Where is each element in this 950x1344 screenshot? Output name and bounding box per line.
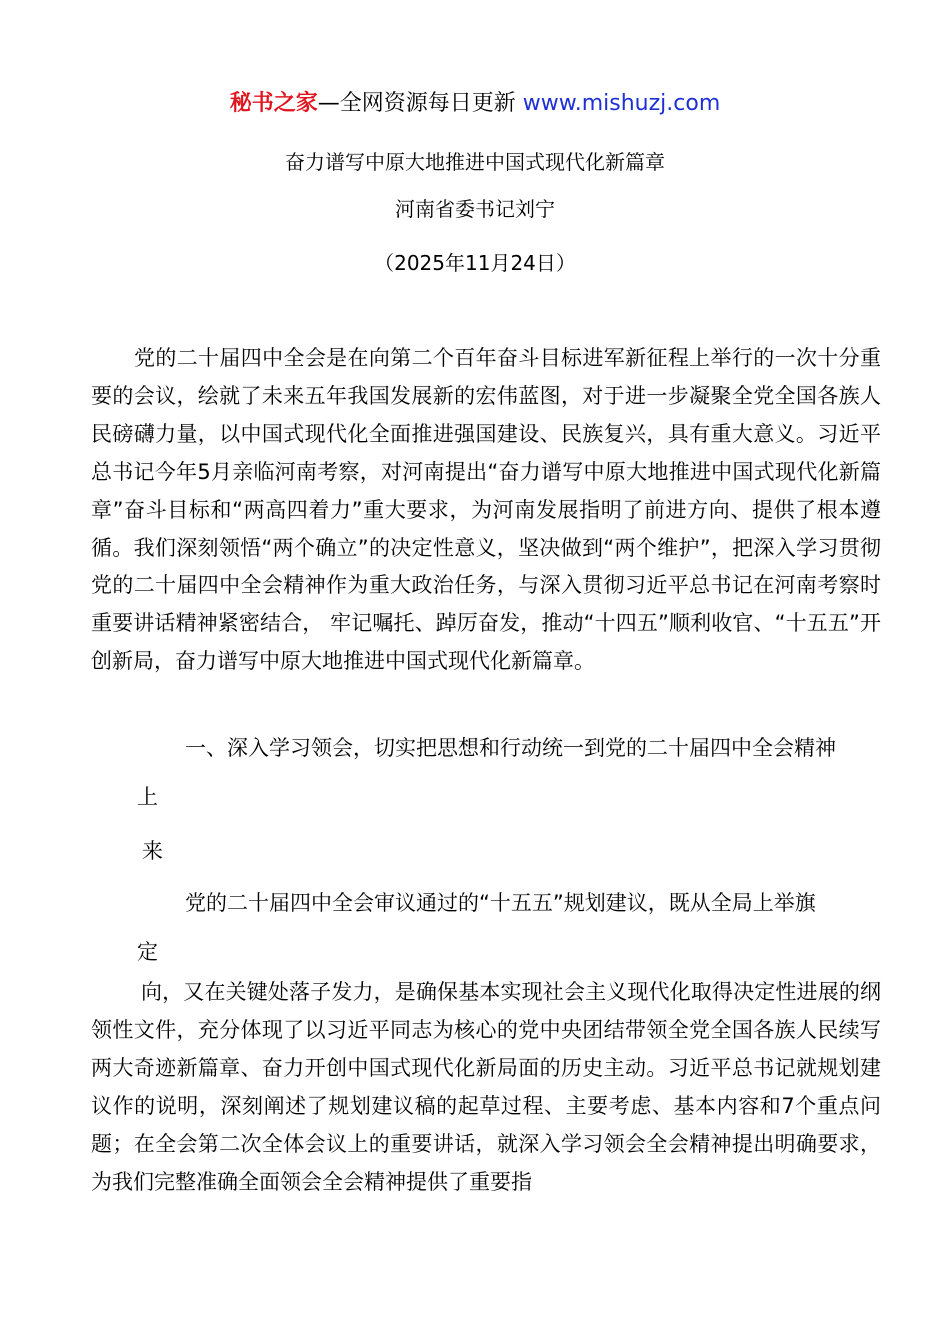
document-date: （2025年11月24日） — [374, 251, 576, 275]
body-paragraph-3-rest: 展的纲领性文件，充分体现了以习近平同志为核心的党中央团结带领全党全国各族人民续写两大奇迹新篇章、奋力开创中国式现代化新局面的历史主动。习近平总书记就规划建议作的说明，深刻阐述了规划建议稿的起草过程、主要考虑、基本内容和7个重点问题；在全会第二次全体会议上的重要讲话，就深入学习领会全会精神提出明确要求，为我们完整准确全面领会全会精神提供了重要指 — [91, 980, 881, 1194]
body-paragraph-2-start: 党的二十届四中全会审议通过的“十五五”规划建议，既从全局上举旗 — [185, 891, 816, 915]
body-paragraph-1: 党的二十届四中全会是在向第二个百年奋斗目标进军新征程上举行的一次十分重要的会议，绘就了未来五年我国发展新的宏伟蓝图，对于进一步凝聚全党全国各族人民磅礴力量，以中国式现代化全面推进强国建设、民族复兴，具有重大意义。习近平总书记今年5月亲临河南考察，对河南提出“奋力谱写中原大地推进中国式现代化新篇章”奋斗目标和“两高四着力”重大要求，为河南发展指明了前进方向、提供了根本遵循。我们深刻领悟“两个确立”的决定性意义，坚决做到“两个维护”，把深入学习贯彻党的二十届四中全会精神作为重大政治任务，与深入贯彻习近平总书记在河南考察时重要讲话精神紧密结合， 牢记嘱托、踔厉奋发，推动“十四五”顺利收官、“十五五”开创新局，奋力谱写中原大地推进中国式现代化新篇章。 — [91, 346, 881, 674]
section-1-heading-tail-2: 来 — [142, 839, 163, 863]
site-banner — [0, 86, 950, 122]
body-paragraph-3 — [91, 974, 881, 1201]
banner-tagline: —全网资源每日更新 — [317, 91, 516, 116]
section-1-heading: 一、深入学习领会，切实把思想和行动统一到党的二十届四中全会精神 — [185, 736, 836, 760]
body-paragraph-2-tail: 定 — [137, 940, 158, 964]
document-author: 河南省委书记刘宁 — [395, 197, 555, 221]
body-paragraph-3-first-line: 向，又在关键处落子发力，是确保基本实现社会主义现代化取得决定性进 — [141, 980, 818, 1004]
section-1-heading-tail-1: 上 — [137, 785, 158, 809]
site-url-link[interactable]: www.mishuzj.com — [522, 91, 721, 116]
document-title: 奋力谱写中原大地推进中国式现代化新篇章 — [285, 150, 665, 174]
brand-name: 秘书之家 — [229, 91, 318, 116]
